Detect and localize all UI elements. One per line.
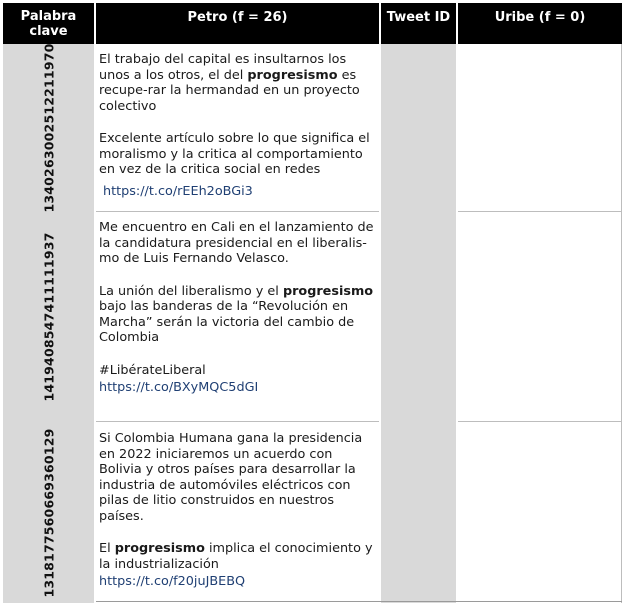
row-3-link[interactable]: https://t.co/f20juJBEBQ xyxy=(99,574,246,589)
row-3-tweets xyxy=(99,431,377,590)
keyword-highlight: progresismo xyxy=(282,283,374,299)
tweet-text: implica el conocimiento y la industrialización xyxy=(99,541,373,572)
keyword-highlight: progresismo xyxy=(114,541,205,556)
tweet-text: El xyxy=(99,541,115,556)
row-1-keyword-cell xyxy=(3,44,94,212)
table-bottom-border xyxy=(96,601,622,602)
tweet-text: bajo las banderas de la “Revolución en Marcha” serán la victoria del cambio de Colombia xyxy=(99,299,355,345)
data-table xyxy=(3,3,622,603)
header-keyword xyxy=(3,3,94,44)
row-1-link[interactable]: https://t.co/rEEh2oBGi3 xyxy=(103,183,253,199)
header-keyword-line1: Palabra xyxy=(20,9,77,24)
row-1-tweet-1 xyxy=(99,52,377,114)
uribe-cell-3 xyxy=(458,422,622,602)
row-2-id: 1419408547411111937 xyxy=(41,232,56,402)
row-2-keyword-cell xyxy=(3,212,94,422)
row-2-link[interactable]: https://t.co/BXyMQC5dGI xyxy=(99,380,259,395)
tweet-text: Me encuentro en Cali en el lanzamiento de la candidatura presidencial en el liberalis-mo de Luis Fernando Velasco. xyxy=(99,220,374,266)
header-tweet-id: Tweet ID xyxy=(381,3,456,44)
row-1-tweet-2 xyxy=(99,131,377,178)
row-3-id: 1318177560669360129 xyxy=(41,427,56,598)
row-1-id: 1340263002512211970 xyxy=(41,43,56,213)
tweet-text: El trabajo del capital es insultarnos los unos a los otros, el del xyxy=(99,52,347,83)
row-2-tweets xyxy=(99,220,377,396)
tweet-text: La unión del liberalismo y el xyxy=(99,283,283,299)
row-2-tweet-1 xyxy=(99,220,377,267)
header-petro: Petro (f = 26) xyxy=(96,3,379,44)
uribe-cell-1 xyxy=(458,44,622,212)
header-uribe: Uribe (f = 0) xyxy=(458,3,622,44)
tweet-text: es recupe-rar la hermandad en un proyecto colectivo xyxy=(99,67,360,114)
header-keyword-line2: clave xyxy=(29,24,68,39)
row-2-hashtag[interactable]: #LibérateLiberal xyxy=(99,362,206,378)
tweet-id-column-bg xyxy=(381,44,456,603)
uribe-cell-2 xyxy=(458,212,622,422)
row-1-tweets xyxy=(99,52,377,199)
row-3-tweet-2 xyxy=(99,541,377,572)
tweet-text: Si Colombia Humana gana la presidencia en 2022 iniciaremos un acuerdo con Bolivia y otros países para desarrollar la industria de automóviles eléctricos con pilas de litio construidos en nuestros países. xyxy=(99,431,363,524)
row-3-tweet-1 xyxy=(99,431,377,524)
row-3-keyword-cell xyxy=(3,422,94,603)
tweet-text: Excelente artículo sobre lo que significa el moralismo y la critica al comportamiento en vez de la critica social en redes xyxy=(99,131,370,177)
row-2-tweet-2 xyxy=(99,284,377,346)
keyword-highlight: progresismo xyxy=(247,67,338,83)
table-right-border xyxy=(621,44,622,603)
